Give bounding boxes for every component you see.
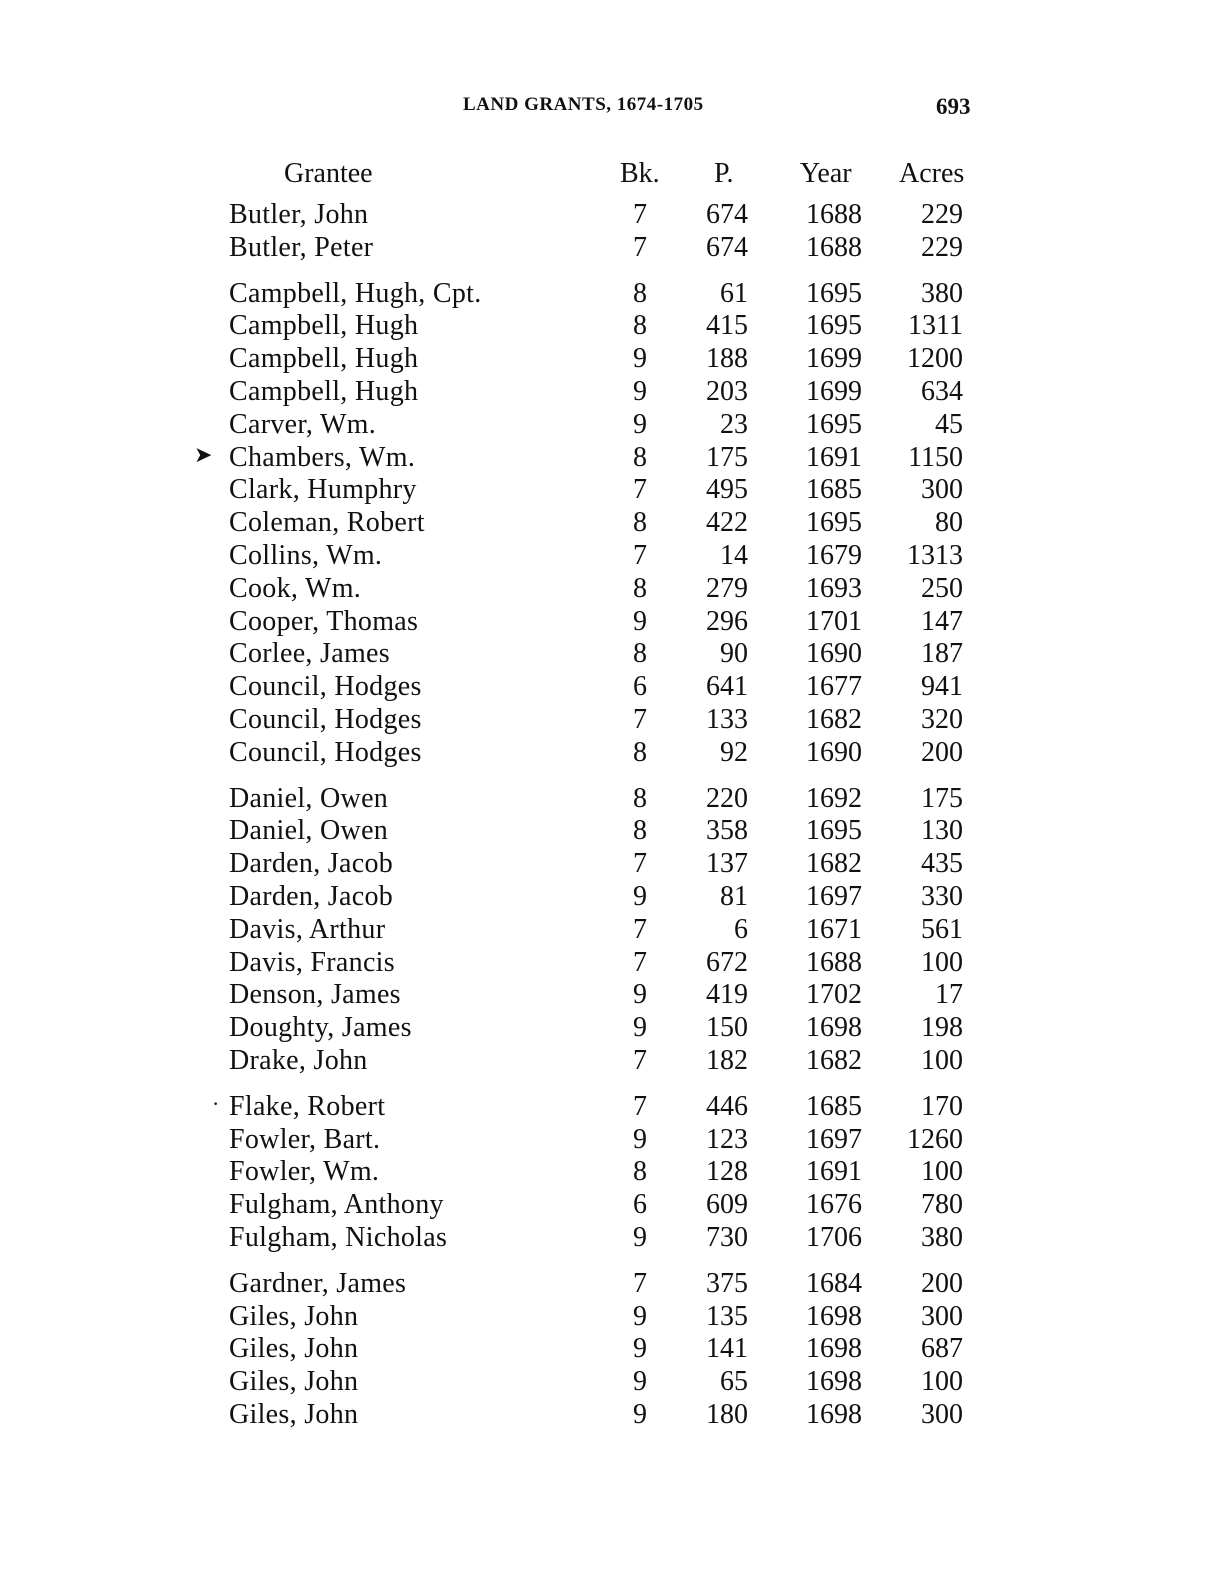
acres-cell: 380 xyxy=(921,1221,963,1253)
acres-cell: 1311 xyxy=(908,310,963,342)
acres-cell: 229 xyxy=(921,199,963,230)
page-cell: 180 xyxy=(706,1398,748,1430)
year-cell: 1699 xyxy=(806,375,862,407)
grantee-cell: Drake, John xyxy=(229,1044,368,1076)
book-cell: 9 xyxy=(633,375,647,407)
table-row xyxy=(0,1366,1224,1399)
grantee-cell: Council, Hodges xyxy=(229,703,422,735)
year-cell: 1691 xyxy=(806,1156,862,1188)
book-cell: 8 xyxy=(633,277,647,309)
grantee-cell: Gardner, James xyxy=(229,1267,407,1299)
table-group xyxy=(0,278,1224,770)
table-row xyxy=(0,409,1224,442)
table-row xyxy=(0,278,1224,311)
grantee-cell: Campbell, Hugh, Cpt. xyxy=(229,277,482,309)
table-row xyxy=(0,783,1224,816)
year-cell: 1688 xyxy=(806,231,862,263)
year-cell: 1695 xyxy=(806,507,862,539)
year-cell: 1676 xyxy=(806,1189,862,1221)
table-row xyxy=(0,1333,1224,1366)
table-row xyxy=(0,232,1224,265)
book-cell: 8 xyxy=(633,441,647,473)
acres-cell: 435 xyxy=(921,848,963,880)
grantee-cell: Clark, Humphry xyxy=(229,474,417,506)
acres-cell: 130 xyxy=(921,815,963,847)
year-cell: 1698 xyxy=(806,1333,862,1365)
table-row xyxy=(0,671,1224,704)
year-cell: 1679 xyxy=(806,539,862,571)
page-cell: 495 xyxy=(706,474,748,506)
page-cell: 279 xyxy=(706,572,748,604)
table-row xyxy=(0,199,1224,232)
table-row xyxy=(0,1268,1224,1301)
column-header-grantee: Grantee xyxy=(284,158,373,189)
acres-cell: 1150 xyxy=(908,441,963,473)
book-cell: 9 xyxy=(633,1366,647,1398)
page-number: 693 xyxy=(936,94,971,119)
grantee-cell: Davis, Francis xyxy=(229,946,395,978)
acres-cell: 687 xyxy=(921,1333,963,1365)
page-cell: 92 xyxy=(720,736,748,768)
book-cell: 8 xyxy=(633,572,647,604)
book-cell: 9 xyxy=(633,343,647,375)
acres-cell: 198 xyxy=(921,1012,963,1044)
grantee-cell: Butler, John xyxy=(229,199,369,230)
page-cell: 672 xyxy=(706,946,748,978)
column-header-year: Year xyxy=(800,158,852,189)
page-cell: 61 xyxy=(720,277,748,309)
grantee-cell: Doughty, James xyxy=(229,1012,412,1044)
table-row xyxy=(0,881,1224,914)
acres-cell: 1260 xyxy=(907,1123,963,1155)
grantee-cell: Giles, John xyxy=(229,1300,359,1332)
table-row xyxy=(0,848,1224,881)
grantee-cell: Coleman, Robert xyxy=(229,507,425,539)
handwritten-dot-icon: · xyxy=(212,1090,220,1116)
grantee-cell: Council, Hodges xyxy=(229,671,422,703)
table-row xyxy=(0,914,1224,947)
page-cell: 175 xyxy=(706,441,748,473)
book-cell: 7 xyxy=(633,199,647,230)
table-row xyxy=(0,638,1224,671)
year-cell: 1698 xyxy=(806,1300,862,1332)
acres-cell: 561 xyxy=(921,913,963,945)
acres-cell: 780 xyxy=(921,1189,963,1221)
grantee-cell: Fowler, Wm. xyxy=(229,1156,380,1188)
year-cell: 1695 xyxy=(806,408,862,440)
year-cell: 1688 xyxy=(806,946,862,978)
page-cell: 137 xyxy=(706,848,748,880)
grantee-cell: Davis, Arthur xyxy=(229,913,386,945)
table-row xyxy=(0,507,1224,540)
book-cell: 7 xyxy=(633,1090,647,1122)
book-cell: 8 xyxy=(633,310,647,342)
table-group xyxy=(0,1268,1224,1432)
grantee-cell: Corlee, James xyxy=(229,638,390,670)
page-cell: 133 xyxy=(706,703,748,735)
year-cell: 1682 xyxy=(806,848,862,880)
table-row xyxy=(0,1189,1224,1222)
grantee-cell: Darden, Jacob xyxy=(229,880,394,912)
page-cell: 141 xyxy=(706,1333,748,1365)
table-group xyxy=(0,783,1224,1078)
table-row xyxy=(0,1012,1224,1045)
table-row xyxy=(0,540,1224,573)
grantee-cell: Chambers, Wm. xyxy=(229,441,416,473)
table-row xyxy=(0,310,1224,343)
acres-cell: 175 xyxy=(921,782,963,814)
grantee-cell: Giles, John xyxy=(229,1333,359,1365)
acres-cell: 45 xyxy=(935,408,963,440)
page-cell: 135 xyxy=(706,1300,748,1332)
acres-cell: 1313 xyxy=(907,539,963,571)
year-cell: 1695 xyxy=(806,815,862,847)
acres-cell: 330 xyxy=(921,880,963,912)
grantee-cell: Denson, James xyxy=(229,979,401,1011)
table-group xyxy=(0,1091,1224,1255)
grantee-cell: Fowler, Bart. xyxy=(229,1123,381,1155)
table-row xyxy=(0,979,1224,1012)
book-cell: 7 xyxy=(633,1044,647,1076)
page-cell: 730 xyxy=(706,1221,748,1253)
year-cell: 1685 xyxy=(806,474,862,506)
page-cell: 358 xyxy=(706,815,748,847)
book-cell: 8 xyxy=(633,638,647,670)
page-cell: 674 xyxy=(706,231,748,263)
page-cell: 81 xyxy=(720,880,748,912)
page-cell: 65 xyxy=(720,1366,748,1398)
acres-cell: 187 xyxy=(921,638,963,670)
book-cell: 6 xyxy=(633,1189,647,1221)
grantee-cell: Council, Hodges xyxy=(229,736,422,768)
book-cell: 8 xyxy=(633,815,647,847)
page-cell: 6 xyxy=(734,913,748,945)
grantee-cell: Giles, John xyxy=(229,1366,359,1398)
year-cell: 1706 xyxy=(806,1221,862,1253)
table-row xyxy=(0,442,1224,475)
acres-cell: 17 xyxy=(935,979,963,1011)
table-row xyxy=(0,1124,1224,1157)
table-row xyxy=(0,376,1224,409)
page-cell: 220 xyxy=(706,782,748,814)
grantee-cell: Collins, Wm. xyxy=(229,539,383,571)
year-cell: 1697 xyxy=(806,880,862,912)
year-cell: 1695 xyxy=(806,310,862,342)
year-cell: 1682 xyxy=(806,703,862,735)
page-cell: 446 xyxy=(706,1090,748,1122)
year-cell: 1690 xyxy=(806,638,862,670)
book-cell: 9 xyxy=(633,1221,647,1253)
grantee-cell: Butler, Peter xyxy=(229,231,374,263)
acres-cell: 229 xyxy=(921,231,963,263)
book-cell: 7 xyxy=(633,946,647,978)
year-cell: 1698 xyxy=(806,1366,862,1398)
table-row xyxy=(0,1156,1224,1189)
grantee-cell: Cook, Wm. xyxy=(229,572,362,604)
grantee-cell: Campbell, Hugh xyxy=(229,375,419,407)
page-cell: 422 xyxy=(706,507,748,539)
page-cell: 674 xyxy=(706,199,748,230)
table-row xyxy=(0,1399,1224,1432)
grantee-cell: Darden, Jacob xyxy=(229,848,394,880)
table-row xyxy=(0,947,1224,980)
book-cell: 9 xyxy=(633,605,647,637)
book-cell: 9 xyxy=(633,1398,647,1430)
acres-cell: 200 xyxy=(921,736,963,768)
year-cell: 1671 xyxy=(806,913,862,945)
acres-cell: 80 xyxy=(935,507,963,539)
year-cell: 1698 xyxy=(806,1398,862,1430)
book-cell: 9 xyxy=(633,408,647,440)
table-row xyxy=(0,1301,1224,1334)
page-cell: 296 xyxy=(706,605,748,637)
book-cell: 7 xyxy=(633,848,647,880)
column-header-page: P. xyxy=(714,158,734,189)
year-cell: 1698 xyxy=(806,1012,862,1044)
acres-cell: 300 xyxy=(921,1398,963,1430)
page-cell: 203 xyxy=(706,375,748,407)
running-head: LAND GRANTS, 1674-1705 xyxy=(463,94,704,115)
book-cell: 9 xyxy=(633,880,647,912)
book-cell: 9 xyxy=(633,1123,647,1155)
book-cell: 7 xyxy=(633,703,647,735)
acres-cell: 300 xyxy=(921,1300,963,1332)
page-cell: 419 xyxy=(706,979,748,1011)
page-cell: 188 xyxy=(706,343,748,375)
column-header-acres: Acres xyxy=(899,158,965,189)
year-cell: 1697 xyxy=(806,1123,862,1155)
table-row xyxy=(0,1045,1224,1078)
acres-cell: 100 xyxy=(921,1044,963,1076)
page-cell: 150 xyxy=(706,1012,748,1044)
book-cell: 9 xyxy=(633,1300,647,1332)
page-cell: 641 xyxy=(706,671,748,703)
acres-cell: 100 xyxy=(921,1156,963,1188)
page-cell: 90 xyxy=(720,638,748,670)
page-cell: 23 xyxy=(720,408,748,440)
acres-cell: 147 xyxy=(921,605,963,637)
table-row xyxy=(0,606,1224,639)
year-cell: 1692 xyxy=(806,782,862,814)
acres-cell: 100 xyxy=(921,946,963,978)
acres-cell: 300 xyxy=(921,474,963,506)
year-cell: 1691 xyxy=(806,441,862,473)
book-cell: 8 xyxy=(633,507,647,539)
book-cell: 8 xyxy=(633,736,647,768)
table-row xyxy=(0,1222,1224,1255)
year-cell: 1688 xyxy=(806,199,862,230)
year-cell: 1685 xyxy=(806,1090,862,1122)
grantee-cell: Daniel, Owen xyxy=(229,815,389,847)
acres-cell: 170 xyxy=(921,1090,963,1122)
grantee-cell: Campbell, Hugh xyxy=(229,343,419,375)
year-cell: 1695 xyxy=(806,277,862,309)
book-cell: 6 xyxy=(633,671,647,703)
year-cell: 1682 xyxy=(806,1044,862,1076)
grantee-cell: Fulgham, Nicholas xyxy=(229,1221,448,1253)
table-row xyxy=(0,737,1224,770)
page-cell: 182 xyxy=(706,1044,748,1076)
book-cell: 7 xyxy=(633,1267,647,1299)
page-cell: 14 xyxy=(720,539,748,571)
grantee-cell: Carver, Wm. xyxy=(229,408,377,440)
year-cell: 1699 xyxy=(806,343,862,375)
book-cell: 9 xyxy=(633,1012,647,1044)
grantee-cell: Daniel, Owen xyxy=(229,782,389,814)
grantee-cell: Cooper, Thomas xyxy=(229,605,419,637)
grantee-cell: Fulgham, Anthony xyxy=(229,1189,444,1221)
grantee-cell: Campbell, Hugh xyxy=(229,310,419,342)
column-header-book: Bk. xyxy=(620,158,660,189)
book-cell: 9 xyxy=(633,979,647,1011)
table-row xyxy=(0,704,1224,737)
acres-cell: 941 xyxy=(921,671,963,703)
table-row xyxy=(0,573,1224,606)
table-row xyxy=(0,1091,1224,1124)
acres-cell: 380 xyxy=(921,277,963,309)
page-cell: 609 xyxy=(706,1189,748,1221)
acres-cell: 634 xyxy=(921,375,963,407)
handwritten-arrow-icon: ➤ xyxy=(194,441,213,467)
book-cell: 7 xyxy=(633,539,647,571)
acres-cell: 200 xyxy=(921,1267,963,1299)
land-grants-table xyxy=(0,199,1224,1445)
year-cell: 1702 xyxy=(806,979,862,1011)
acres-cell: 250 xyxy=(921,572,963,604)
acres-cell: 100 xyxy=(921,1366,963,1398)
page-cell: 123 xyxy=(706,1123,748,1155)
page-cell: 128 xyxy=(706,1156,748,1188)
book-cell: 8 xyxy=(633,1156,647,1188)
year-cell: 1690 xyxy=(806,736,862,768)
year-cell: 1677 xyxy=(806,671,862,703)
book-cell: 7 xyxy=(633,231,647,263)
year-cell: 1684 xyxy=(806,1267,862,1299)
book-cell: 9 xyxy=(633,1333,647,1365)
table-group xyxy=(0,199,1224,265)
book-cell: 7 xyxy=(633,913,647,945)
grantee-cell: Flake, Robert xyxy=(229,1090,386,1122)
acres-cell: 320 xyxy=(921,703,963,735)
book-cell: 7 xyxy=(633,474,647,506)
grantee-cell: Giles, John xyxy=(229,1398,359,1430)
acres-cell: 1200 xyxy=(907,343,963,375)
table-row xyxy=(0,343,1224,376)
page-cell: 375 xyxy=(706,1267,748,1299)
table-row xyxy=(0,474,1224,507)
year-cell: 1701 xyxy=(806,605,862,637)
page-cell: 415 xyxy=(706,310,748,342)
year-cell: 1693 xyxy=(806,572,862,604)
book-cell: 8 xyxy=(633,782,647,814)
table-row xyxy=(0,815,1224,848)
